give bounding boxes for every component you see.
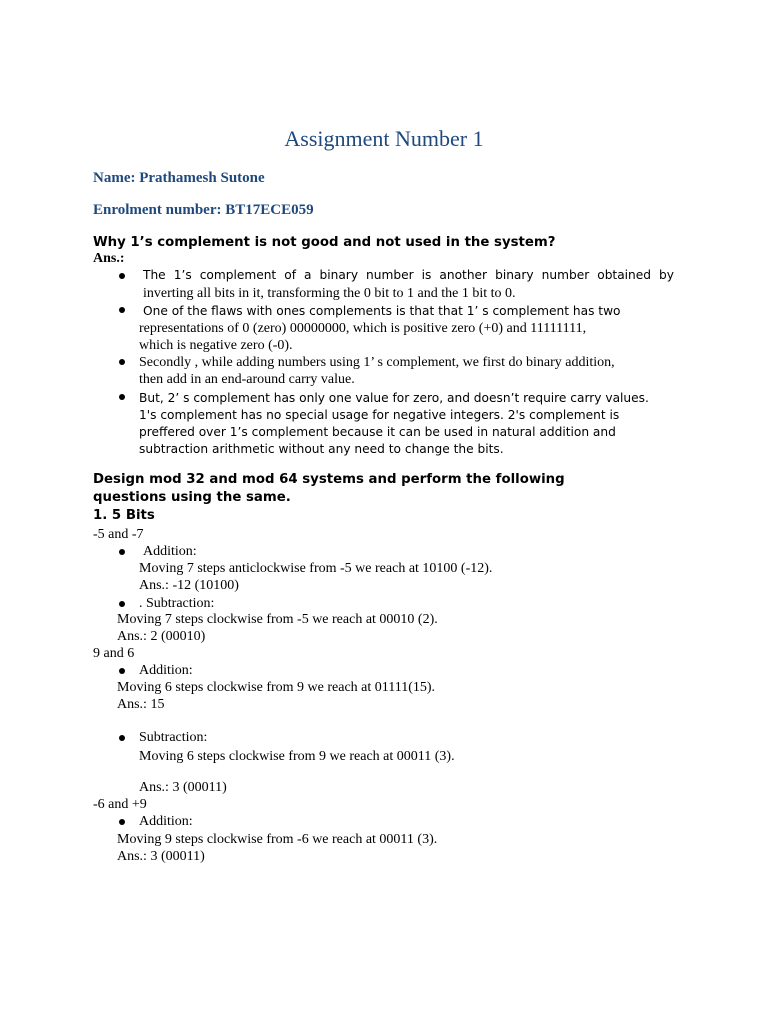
bullet-icon <box>119 307 125 313</box>
student-name: Name: Prathamesh Sutone <box>93 170 265 186</box>
pair-label: 9 and 6 <box>93 646 135 661</box>
bullet-icon <box>119 394 125 400</box>
pair-label: -6 and +9 <box>93 797 147 812</box>
bullet-icon <box>119 668 125 674</box>
subtraction-text: Moving 7 steps clockwise from -5 we reach at 00010 (2). <box>117 612 438 627</box>
bullet-icon <box>119 819 125 825</box>
q1-bullet-1-line-2: inverting all bits in it, transforming the 0 bit to 1 and the 1 bit to 0. <box>143 286 516 301</box>
addition-text: Moving 6 steps clockwise from 9 we reach at 01111(15). <box>117 680 436 695</box>
q1-bullet-4-line-1: But, 2’ s complement has only one value for zero, and doesn’t require carry values. <box>139 391 649 405</box>
addition-answer: Ans.: 3 (00011) <box>117 849 205 864</box>
addition-label: Addition: <box>139 814 193 829</box>
addition-text: Moving 7 steps anticlockwise from -5 we reach at 10100 (-12). <box>139 561 493 576</box>
q1-bullet-2-line-3: which is negative zero (-0). <box>139 338 293 353</box>
pair-label: -5 and -7 <box>93 527 144 542</box>
bullet-icon <box>119 549 125 555</box>
enrolment-number: Enrolment number: BT17ECE059 <box>93 202 314 218</box>
addition-text: Moving 9 steps clockwise from -6 we reach at 00011 (3). <box>117 832 438 847</box>
bullet-icon <box>119 601 125 607</box>
q1-bullet-2-line-1: One of the flaws with ones complements is that that 1’ s complement has two <box>143 304 621 318</box>
addition-answer: Ans.: -12 (10100) <box>139 578 239 593</box>
subtraction-label: Subtraction: <box>139 730 208 745</box>
bullet-icon <box>119 735 125 741</box>
subtraction-label: . Subtraction: <box>139 596 215 611</box>
subtraction-answer: Ans.: 3 (00011) <box>139 780 227 795</box>
q1-bullet-1-line-1: The 1’s complement of a binary number is another binary number obtained by <box>143 268 674 282</box>
addition-label: Addition: <box>143 544 197 559</box>
q1-bullet-2-line-2: representations of 0 (zero) 00000000, which is positive zero (+0) and 11111111, <box>139 321 587 336</box>
q1-bullet-3-line-1: Secondly , while adding numbers using 1’ s complement, we first do binary addition, <box>139 355 615 370</box>
bullet-icon <box>119 359 125 365</box>
subtraction-answer: Ans.: 2 (00010) <box>117 629 206 644</box>
q1-bullet-4-line-2: 1's complement has no special usage for negative integers. 2's complement is <box>139 408 620 422</box>
subtraction-text: Moving 6 steps clockwise from 9 we reach at 00011 (3). <box>139 749 455 764</box>
question-1-heading: Why 1’s complement is not good and not used in the system? <box>93 235 556 250</box>
page-title: Assignment Number 1 <box>284 126 484 151</box>
q1-bullet-4-line-3: preffered over 1’s complement because it can be used in natural addition and <box>139 425 616 439</box>
addition-label: Addition: <box>139 663 193 678</box>
answer-label: Ans.: <box>93 251 125 266</box>
question-2-heading-line-1: Design mod 32 and mod 64 systems and perform the following <box>93 472 565 487</box>
section-heading: 1. 5 Bits <box>93 508 155 523</box>
q1-bullet-3-line-2: then add in an end-around carry value. <box>139 372 355 387</box>
q1-bullet-4-line-4: subtraction arithmetic without any need to change the bits. <box>139 442 504 456</box>
addition-answer: Ans.: 15 <box>117 697 165 712</box>
question-2-heading-line-2: questions using the same. <box>93 490 291 505</box>
bullet-icon <box>119 273 125 279</box>
